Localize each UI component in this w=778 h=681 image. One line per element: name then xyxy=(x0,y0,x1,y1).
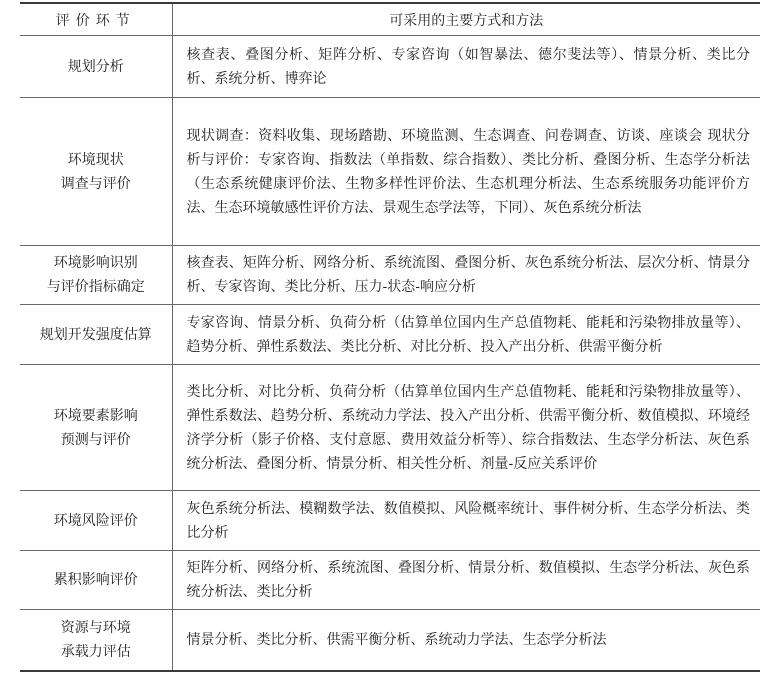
stage-label: 累积影响评价 xyxy=(53,572,138,588)
stage-cell xyxy=(20,610,172,671)
stage-label: 资源与环境 xyxy=(60,619,131,636)
header-stage: 评价环节 xyxy=(20,3,172,36)
methods-cell: 灰色系统分析法、模糊数学法、数值模拟、风险概率统计、事件树分析、生态学分析法、类比分析 xyxy=(172,491,760,551)
methods-cell: 现状调查：资料收集、现场踏勘、环境监测、生态调查、问卷调查、访谈、座谈会 现状分析与评价：专家咨询、指数法（单指数、综合指数）、类比分析、叠图分析、生态学分析法（生态系统健康评价法、生物多样性评价法、生态机理分析法、生态系统服务功能评价方法、生态环境敏感性评价方法、景观生态学法等，下同）、灰色系统分析法 xyxy=(172,98,760,246)
methods-cell: 情景分析、类比分析、供需平衡分析、系统动力学法、生态学分析法 xyxy=(172,610,760,671)
header-methods: 可采用的主要方式和方法 xyxy=(172,3,760,36)
table-row xyxy=(20,246,760,305)
stage-cell xyxy=(20,246,172,305)
table-row xyxy=(20,551,760,610)
table-row xyxy=(20,365,760,491)
stage-cell xyxy=(20,36,172,98)
methods-cell: 矩阵分析、网络分析、系统流图、叠图分析、情景分析、数值模拟、生态学分析法、灰色系统分析法、类比分析 xyxy=(172,551,760,610)
methods-table xyxy=(20,2,760,672)
stage-cell xyxy=(20,491,172,551)
stage-label: 承载力评估 xyxy=(60,643,131,660)
stage-label: 调查与评价 xyxy=(60,175,131,192)
stage-label: 规划开发强度估算 xyxy=(39,326,152,343)
stage-label: 环境现状 xyxy=(67,151,124,168)
stage-label: 环境影响识别 xyxy=(53,255,138,271)
stage-cell xyxy=(20,98,172,246)
stage-label: 预测与评价 xyxy=(60,431,131,448)
table-row xyxy=(20,36,760,98)
table-row xyxy=(20,98,760,246)
stage-label: 环境风险评价 xyxy=(53,512,138,529)
methods-cell: 类比分析、对比分析、负荷分析（估算单位国内生产总值物耗、能耗和污染物排放量等）、弹性系数法、趋势分析、系统动力学法、投入产出分析、供需平衡分析、数值模拟、环境经济学分析（影子价格、支付意愿、费用效益分析等）、综合指数法、生态学分析法、灰色系统分析法、叠图分析、情景分析、相关性分析、剂量-反应关系评价 xyxy=(172,365,760,491)
stage-label: 环境要素影响 xyxy=(53,407,138,424)
methods-cell: 核查表、叠图分析、矩阵分析、专家咨询（如智暴法、德尔斐法等）、情景分析、类比分析、系统分析、博弈论 xyxy=(172,36,760,98)
table-row xyxy=(20,610,760,671)
methods-cell: 核查表、矩阵分析、网络分析、系统流图、叠图分析、灰色系统分析法、层次分析、情景分析、专家咨询、类比分析、压力-状态-响应分析 xyxy=(172,246,760,305)
stage-label: 与评价指标确定 xyxy=(46,279,145,295)
stage-cell xyxy=(20,365,172,491)
stage-cell xyxy=(20,551,172,610)
table-row xyxy=(20,305,760,365)
stage-label: 规划分析 xyxy=(67,58,124,75)
methods-cell: 专家咨询、情景分析、负荷分析（估算单位国内生产总值物耗、能耗和污染物排放量等）、趋势分析、弹性系数法、类比分析、对比分析、投入产出分析、供需平衡分析 xyxy=(172,305,760,365)
table-row xyxy=(20,491,760,551)
stage-cell xyxy=(20,305,172,365)
table-header-row xyxy=(20,3,760,36)
